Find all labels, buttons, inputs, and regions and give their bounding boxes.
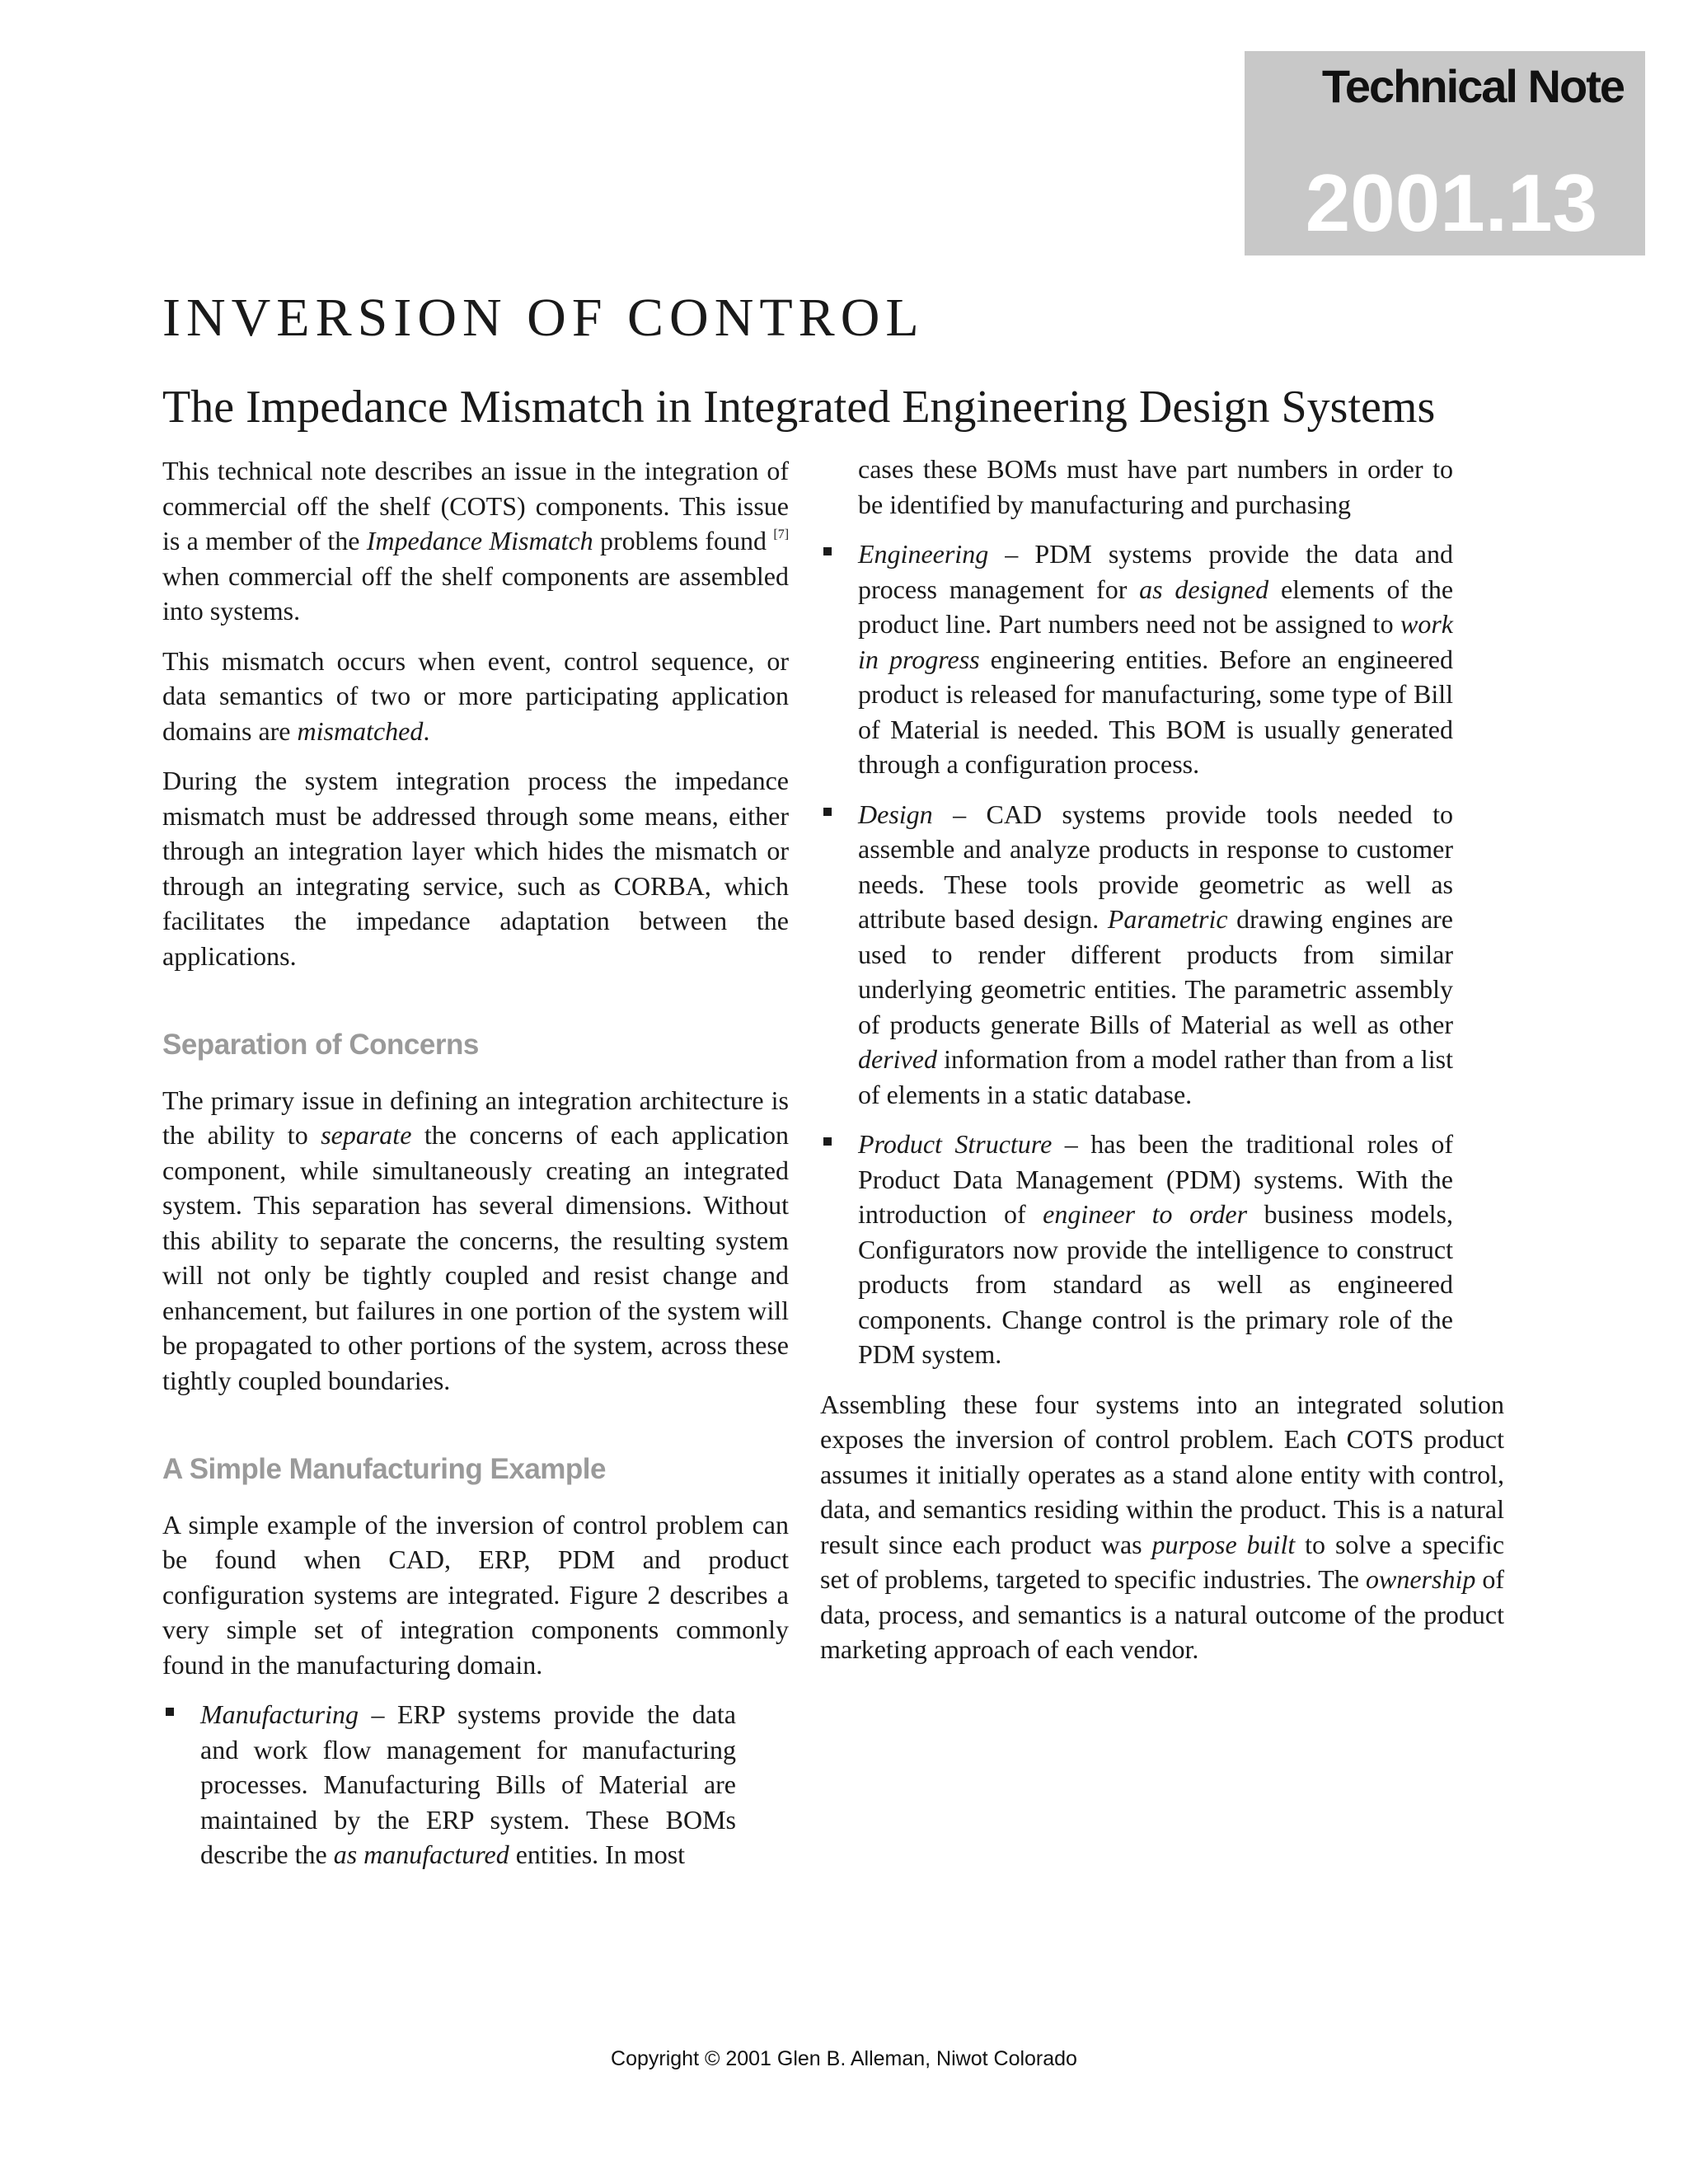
- technical-note-label: Technical Note: [1321, 60, 1624, 112]
- section-heading-example: A Simple Manufacturing Example: [162, 1453, 606, 1485]
- list-item-design: Design – CAD systems provide tools needed to assemble and analyze products in response to customer needs. These tools provide geometric as well as attribute based design. Parametric drawing engines are used to render different products from similar underlying geometric entities. The parametric assembly of products generate Bills of Material as well as other derived information from a model rather than from a list of elements in a static database.: [820, 797, 1453, 1113]
- bullet-square-icon: [166, 1708, 174, 1716]
- separation-paragraph: The primary issue in defining an integration architecture is the ability to separate the concerns of each application component, while simultaneously creating an integrated system. This separation has several dimensions. Without this ability to separate the concerns, the resulting system will not only be tightly coupled and resist change and enhancement, but failures in one portion of the system will be propagated to other portions of the system, across these tightly coupled boundaries.: [162, 1085, 790, 1395]
- assembling-paragraph: Assembling these four systems into an integrated solution exposes the inversion of control problem. Each COTS product assumes it initially operates as a stand alone entity with control, data, and semantics residing within the product. This is a natural result since each product was purpose built to solve a specific set of problems, targeted to specific industries. The ownership of data, process, and semantics is a natural outcome of the product marketing approach of each vendor.: [820, 1389, 1505, 1664]
- manufacturing-continuation: cases these BOMs must have part numbers in order to be identified by manufacturing and purchasing: [858, 454, 1453, 519]
- bullet-list-left: [162, 1697, 789, 1872]
- document-title: INVERSION OF CONTROL: [162, 288, 925, 348]
- list-item-product-structure: Product Structure – has been the traditional roles of Product Data Management (PDM) systems. With the introduction of engineer to order business models, Configurators now provide the intelligence to construct products from standard as well as engineered components. Change control is the primary role of the PDM system.: [820, 1127, 1453, 1372]
- bullet-square-icon: [823, 1137, 832, 1146]
- example-paragraph: A simple example of the inversion of control problem can be found when CAD, ERP, PDM and product configuration systems are integrated. Figure 2 describes a very simple set of integration components commonly found in the manufacturing domain.: [162, 1509, 789, 1680]
- bullet-square-icon: [823, 547, 832, 555]
- intro-paragraph: This technical note describes an issue in the integration of commercial off the shelf (COTS) components. This issue is a member of the Impedance Mismatch problems found [7] when commercial off the shelf components are assembled into systems.: [162, 456, 790, 626]
- left-column: [162, 453, 789, 1887]
- copyright-footer: Copyright © 2001 Glen B. Alleman, Niwot Colorado: [611, 2047, 1077, 2070]
- mismatch-paragraph: This mismatch occurs when event, control sequence, or data semantics of two or more participating application domains are mismatched.: [162, 645, 789, 746]
- right-column: [820, 452, 1504, 1682]
- technical-note-badge: [1245, 51, 1645, 255]
- reference-marker: [7]: [773, 527, 790, 541]
- bullet-square-icon: [823, 808, 832, 816]
- list-item-manufacturing: Manufacturing – ERP systems provide the data and work flow management for manufacturing processes. Manufacturing Bills of Material are maintained by the ERP system. These BOMs describe the as manufactured entities. In most: [162, 1697, 736, 1872]
- document-subtitle: The Impedance Mismatch in Integrated Engineering Design Systems: [162, 382, 1436, 433]
- section-heading-separation: Separation of Concerns: [162, 1029, 479, 1061]
- technical-note-number: 2001.13: [1305, 157, 1597, 248]
- bullet-list-right: [820, 537, 1504, 1372]
- list-item-engineering: Engineering – PDM systems provide the data and process management for as designed elements of the product line. Part numbers need not be assigned to work in progress engineering entities. Before an engineered product is released for manufacturing, some type of Bill of Material is needed. This BOM is usually generated through a configuration process.: [820, 537, 1453, 782]
- integration-paragraph: During the system integration process the impedance mismatch must be addressed through some means, either through an integration layer which hides the mismatch or through an integrating service, such as CORBA, which facilitates the impedance adaptation between the applications.: [162, 766, 789, 971]
